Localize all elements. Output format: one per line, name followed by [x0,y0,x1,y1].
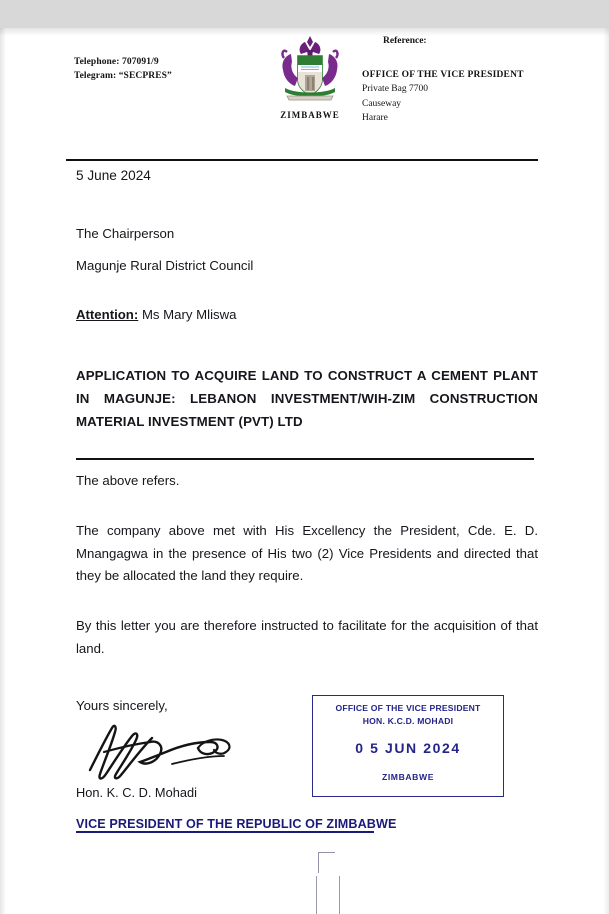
stamp-country: ZIMBABWE [381,772,435,782]
signer-name: Hon. K. C. D. Mohadi [76,785,197,800]
zimbabwe-coat-of-arms-icon [267,34,353,108]
signer-title: VICE PRESIDENT OF THE REPUBLIC OF ZIMBABWE [76,817,397,831]
stamp-date: 0 5 JUN 2024 [355,740,461,756]
official-stamp [312,695,504,797]
office-title: OFFICE OF THE VICE PRESIDENT [362,70,524,80]
letter-date: 5 June 2024 [76,168,151,183]
handwritten-signature [84,718,264,788]
closing-salutation: Yours sincerely, [76,698,168,713]
stamp-name-line: HON. K.C.D. MOHADI [362,716,454,726]
office-address [362,68,524,125]
page-edge-shadow-top [0,28,609,36]
address-line-2: Causeway [362,98,402,109]
page-edge-shadow-right [603,28,609,914]
scan-artifact-lower [316,876,340,914]
page-edge-shadow-left [0,28,6,914]
address-line-1: Private Bag 7700 [362,84,428,95]
header-divider [66,159,538,161]
telephone-line: Telephone: 707091/9 [74,57,159,67]
paragraph-1: The above refers. [76,473,180,488]
coat-of-arms-block [255,34,365,120]
attention-line [76,304,538,325]
address-line-3: Harare [362,112,388,123]
stamp-office-line: OFFICE OF THE VICE PRESIDENT [335,703,481,713]
contact-details [74,56,172,84]
scan-artifact-upper [318,852,335,873]
crest-caption: ZIMBABWE [280,110,340,120]
paragraph-3: By this letter you are therefore instructed to facilitate for the acquisition of that land. [76,618,538,656]
subject-heading: APPLICATION TO ACQUIRE LAND TO CONSTRUCT A CEMENT PLANT IN MAGUNJE: LEBANON INVESTMENT/WIH-ZIM CONSTRUCTION MATERIAL INVESTMENT (PVT) LTD [76,368,538,429]
telegram-line: Telegram: “SECPRES” [74,70,172,81]
letter-page [0,28,609,914]
reference-label: Reference: [383,36,427,46]
paragraph-2: The company above met with His Excellency the President, Cde. E. D. Mnangagwa in the presence of His two (2) Vice Presidents and directed that they be allocated the land they require. [76,523,538,584]
subject-divider [76,458,534,460]
recipient-line-1: The Chairperson [76,226,175,241]
letterhead [0,28,609,138]
attention-label: Attention: [76,307,139,322]
recipient-line-2: Magunje Rural District Council [76,258,254,273]
attention-name: Ms Mary Mliswa [141,307,237,322]
